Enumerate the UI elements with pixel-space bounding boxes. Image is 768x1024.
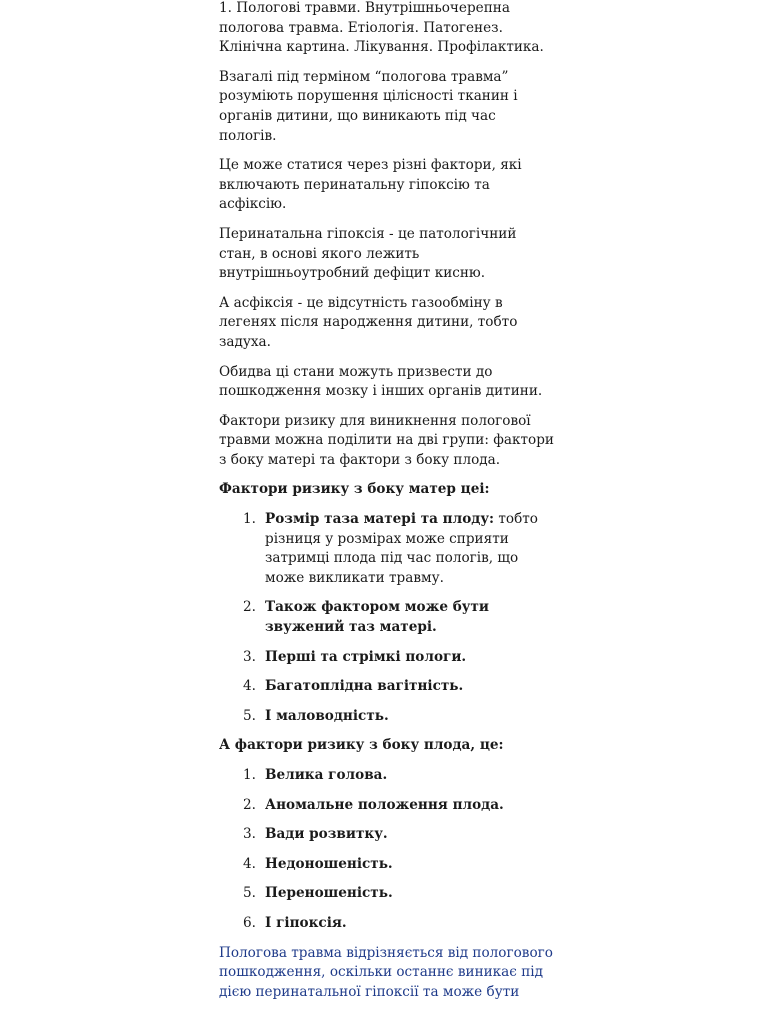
list-item-bold: І маловодність. bbox=[265, 707, 389, 724]
paragraph: Взагалі під терміном “пологова травма” розуміють порушення цілісності тканин і органів дитини, що виникають під час пологів. bbox=[219, 68, 518, 144]
list-item-bold: Також фактором може бути звужений таз матері. bbox=[265, 599, 490, 636]
list-item-bold: Перші та стрімкі пологи. bbox=[265, 648, 467, 665]
list-item bbox=[219, 707, 555, 727]
list-number: 5. bbox=[243, 707, 256, 724]
list-number: 3. bbox=[243, 648, 256, 665]
maternal-factors-list bbox=[219, 510, 555, 726]
paragraph: Це може статися через різні фактори, які включають перинатальну гіпоксію та асфіксію. bbox=[219, 157, 522, 213]
list-number: 6. bbox=[243, 914, 256, 931]
list-item-bold: Розмір таза матері та плоду: bbox=[265, 511, 495, 528]
document-column bbox=[219, 0, 555, 1002]
list-item bbox=[219, 510, 555, 588]
paragraph: Обидва ці стани можуть призвести до пошкодження мозку і інших органів дитини. bbox=[219, 363, 543, 400]
list-item bbox=[219, 825, 555, 845]
list-item bbox=[219, 884, 555, 904]
list-item-bold: Переношеність. bbox=[265, 885, 393, 902]
list-item bbox=[219, 796, 555, 816]
list-item bbox=[219, 598, 555, 637]
list-number: 3. bbox=[243, 826, 256, 843]
list-item bbox=[219, 648, 555, 668]
maternal-factors-heading: Фактори ризику з боку матер цеі: bbox=[219, 481, 490, 498]
list-item-bold: Велика голова. bbox=[265, 767, 388, 783]
paragraph: Перинатальна гіпоксія - це патологічний стан, в основі якого лежить внутрішньоутробний дефіцит кисню. bbox=[219, 225, 517, 282]
list-item-bold: І гіпоксія. bbox=[265, 914, 347, 931]
list-item-bold: Вади розвитку. bbox=[265, 826, 388, 843]
list-item bbox=[219, 766, 555, 786]
fetal-factors-heading: А фактори ризику з боку плода, це: bbox=[219, 737, 504, 754]
list-item bbox=[219, 855, 555, 875]
list-number: 4. bbox=[243, 678, 256, 695]
list-item bbox=[219, 677, 555, 697]
fetal-factors-list bbox=[219, 766, 555, 934]
list-number: 4. bbox=[243, 855, 256, 872]
list-item-text: тобто різниця у розмірах може сприяти затримці плода під час пологів, що може викликати травму. bbox=[265, 511, 538, 586]
list-number: 5. bbox=[243, 885, 256, 902]
paragraph: А асфіксія - це відсутність газообміну в легенях після народження дитини, тобто задуха. bbox=[219, 294, 518, 350]
list-number: 2. bbox=[243, 599, 256, 616]
list-number: 2. bbox=[243, 796, 256, 813]
list-number: 1. bbox=[243, 511, 256, 528]
list-item-bold: Аномальне положення плода. bbox=[265, 796, 504, 813]
closing-paragraph: Пологова травма відрізняється від пологового пошкодження, оскільки останнє виникає під дією перинатальної гіпоксії та може бути bbox=[219, 944, 553, 1000]
document-title: 1. Пологові травми. Внутрішньочерепна пологова травма. Етіологія. Патогенез. Клінічна картина. Лікування. Профілактика. bbox=[219, 0, 544, 56]
list-item-bold: Недоношеність. bbox=[265, 855, 393, 872]
list-number: 1. bbox=[243, 767, 256, 783]
list-item-bold: Багатоплідна вагітність. bbox=[265, 678, 464, 695]
list-item bbox=[219, 914, 555, 934]
paragraph: Фактори ризику для виникнення пологової травми можна поділити на дві групи: фактори з боку матері та фактори з боку плода. bbox=[219, 412, 554, 468]
